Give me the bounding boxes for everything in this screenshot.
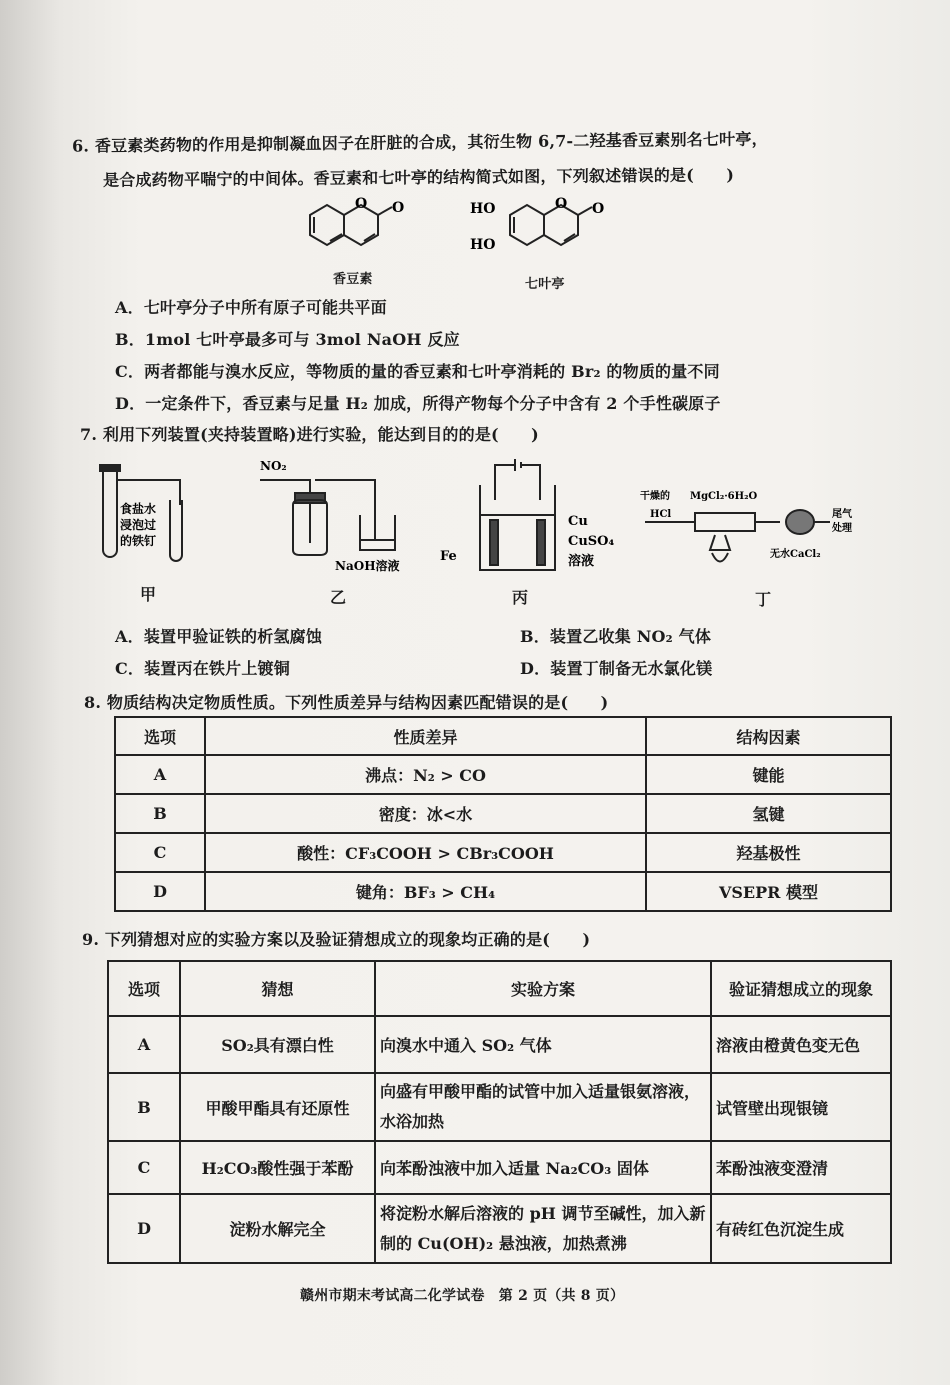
table-cell: 甲酸甲酯具有还原性: [180, 1073, 375, 1141]
apparatus-yi: [255, 455, 425, 575]
table-row: [115, 833, 891, 872]
table-cell: 淀粉水解完全: [180, 1194, 375, 1263]
q8-table: [114, 716, 892, 912]
table-cell: 氢键: [646, 794, 891, 833]
table-row: [108, 1073, 891, 1141]
table-row: [108, 1016, 891, 1073]
coumarin-carbonyl-oxygen: O: [392, 200, 405, 216]
apparatus-jia-label: 甲: [140, 585, 157, 604]
table-cell: VSEPR 模型: [646, 872, 891, 911]
table-cell: C: [108, 1141, 180, 1194]
table-cell: B: [115, 794, 205, 833]
table-cell: 苯酚浊液变澄清: [711, 1141, 891, 1194]
table-cell: B: [108, 1073, 180, 1141]
q7-option-b[interactable]: B．装置乙收集 NO₂ 气体: [520, 627, 712, 646]
diagram-label: Cu: [568, 514, 588, 529]
coumarin-ring-oxygen: O: [355, 196, 368, 212]
apparatus-bing: [440, 455, 630, 580]
table-cell: 有砖红色沉淀生成: [711, 1194, 891, 1263]
table-cell: C: [115, 833, 205, 872]
table-cell: D: [108, 1194, 180, 1263]
question-6-stem-line1: 6. 香豆素类药物的作用是抑制凝血因子在肝脏的合成，其衍生物 6,7-二羟基香豆素别名七叶亭，: [71, 129, 768, 156]
table-cell: 性质差异: [205, 717, 646, 755]
table-cell: 结构因素: [646, 717, 891, 755]
apparatus-ding-label: 丁: [755, 590, 772, 609]
esculetin-structure: [470, 195, 630, 265]
question-6-stem-line2: 是合成药物平喘宁的中间体。香豆素和七叶亭的结构简式如图，下列叙述错误的是( ): [102, 165, 735, 190]
table-cell: 羟基极性: [646, 833, 891, 872]
table-header-row: [108, 961, 891, 1016]
table-cell: SO₂具有漂白性: [180, 1016, 375, 1073]
apparatus-jia: [95, 465, 205, 565]
question-9-stem: 9. 下列猜想对应的实验方案以及验证猜想成立的现象均正确的是( ): [82, 930, 591, 949]
diagram-label: 溶液: [568, 554, 595, 569]
table-cell: D: [115, 872, 205, 911]
esculetin-hydroxyl-2: HO: [470, 237, 496, 253]
apparatus-bing-label: 丙: [512, 588, 529, 607]
table-cell: 键能: [646, 755, 891, 794]
diagram-label: 无水CaCl₂: [770, 549, 821, 560]
table-cell: 选项: [115, 717, 205, 755]
q7-option-d[interactable]: D．装置丁制备无水氯化镁: [520, 659, 713, 678]
diagram-label: CuSO₄: [568, 534, 615, 549]
table-row: [108, 1194, 891, 1263]
q7-option-a[interactable]: A．装置甲验证铁的析氢腐蚀: [115, 627, 323, 646]
table-row: [115, 755, 891, 794]
q6-option-c[interactable]: C．两者都能与溴水反应，等物质的量的香豆素和七叶亭消耗的 Br₂ 的物质的量不同: [115, 362, 720, 381]
table-cell: 酸性：CF₃COOH > CBr₃COOH: [205, 833, 646, 872]
table-cell: 将淀粉水解后溶液的 pH 调节至碱性，加入新制的 Cu(OH)₂ 悬浊液，加热煮沸: [375, 1194, 711, 1263]
table-cell: 试管壁出现银镜: [711, 1073, 891, 1141]
esculetin-ring-oxygen: O: [555, 196, 568, 212]
q7-option-c[interactable]: C．装置丙在铁片上镀铜: [115, 659, 290, 678]
table-cell: 沸点：N₂ > CO: [205, 755, 646, 794]
diagram-label: 尾气: [832, 509, 852, 520]
table-row: [115, 794, 891, 833]
esculetin-label: 七叶亭: [525, 277, 565, 292]
q9-table: [107, 960, 892, 1264]
q6-option-a[interactable]: A．七叶亭分子中所有原子可能共平面: [115, 298, 387, 317]
table-cell: H₂CO₃酸性强于苯酚: [180, 1141, 375, 1194]
q6-option-b[interactable]: B．1mol 七叶亭最多可与 3mol NaOH 反应: [115, 330, 460, 349]
apparatus-ding: [640, 485, 870, 570]
diagram-label: 处理: [832, 523, 852, 534]
table-cell: 向盛有甲酸甲酯的试管中加入适量银氨溶液，水浴加热: [375, 1073, 711, 1141]
table-cell: 向溴水中通入 SO₂ 气体: [375, 1016, 711, 1073]
diagram-label: 的铁钉: [120, 534, 157, 548]
table-row: [108, 1141, 891, 1194]
q6-option-d[interactable]: D．一定条件下，香豆素与足量 H₂ 加成，所得产物每个分子中含有 2 个手性碳原子: [115, 394, 721, 413]
diagram-label: NaOH溶液: [335, 559, 400, 573]
table-cell: 向苯酚浊液中加入适量 Na₂CO₃ 固体: [375, 1141, 711, 1194]
table-cell: 猜想: [180, 961, 375, 1016]
diagram-label: Fe: [440, 549, 457, 564]
table-cell: 密度：冰<水: [205, 794, 646, 833]
diagram-label: 食盐水: [120, 502, 157, 516]
table-cell: 键角：BF₃ > CH₄: [205, 872, 646, 911]
table-cell: A: [115, 755, 205, 794]
diagram-label: HCl: [650, 509, 672, 520]
coumarin-structure: [300, 190, 420, 260]
table-cell: 选项: [108, 961, 180, 1016]
diagram-label: NO₂: [260, 459, 287, 473]
table-row: [115, 872, 891, 911]
diagram-label: MgCl₂·6H₂O: [690, 491, 758, 502]
apparatus-yi-label: 乙: [330, 588, 347, 607]
question-8-stem: 8. 物质结构决定物质性质。下列性质差异与结构因素匹配错误的是( ): [84, 693, 609, 712]
esculetin-carbonyl-oxygen: O: [592, 201, 605, 217]
page-footer: 赣州市期末考试高二化学试卷 第 2 页（共 8 页）: [300, 1288, 625, 1304]
table-header-row: [115, 717, 891, 755]
diagram-label: 浸泡过: [120, 518, 157, 532]
question-7-stem: 7. 利用下列装置(夹持装置略)进行实验，能达到目的的是( ): [80, 425, 539, 444]
coumarin-label: 香豆素: [333, 272, 373, 287]
table-cell: 溶液由橙黄色变无色: [711, 1016, 891, 1073]
table-cell: 验证猜想成立的现象: [711, 961, 891, 1016]
esculetin-hydroxyl-1: HO: [470, 201, 496, 217]
diagram-label: 干燥的: [640, 491, 670, 502]
table-cell: A: [108, 1016, 180, 1073]
table-cell: 实验方案: [375, 961, 711, 1016]
